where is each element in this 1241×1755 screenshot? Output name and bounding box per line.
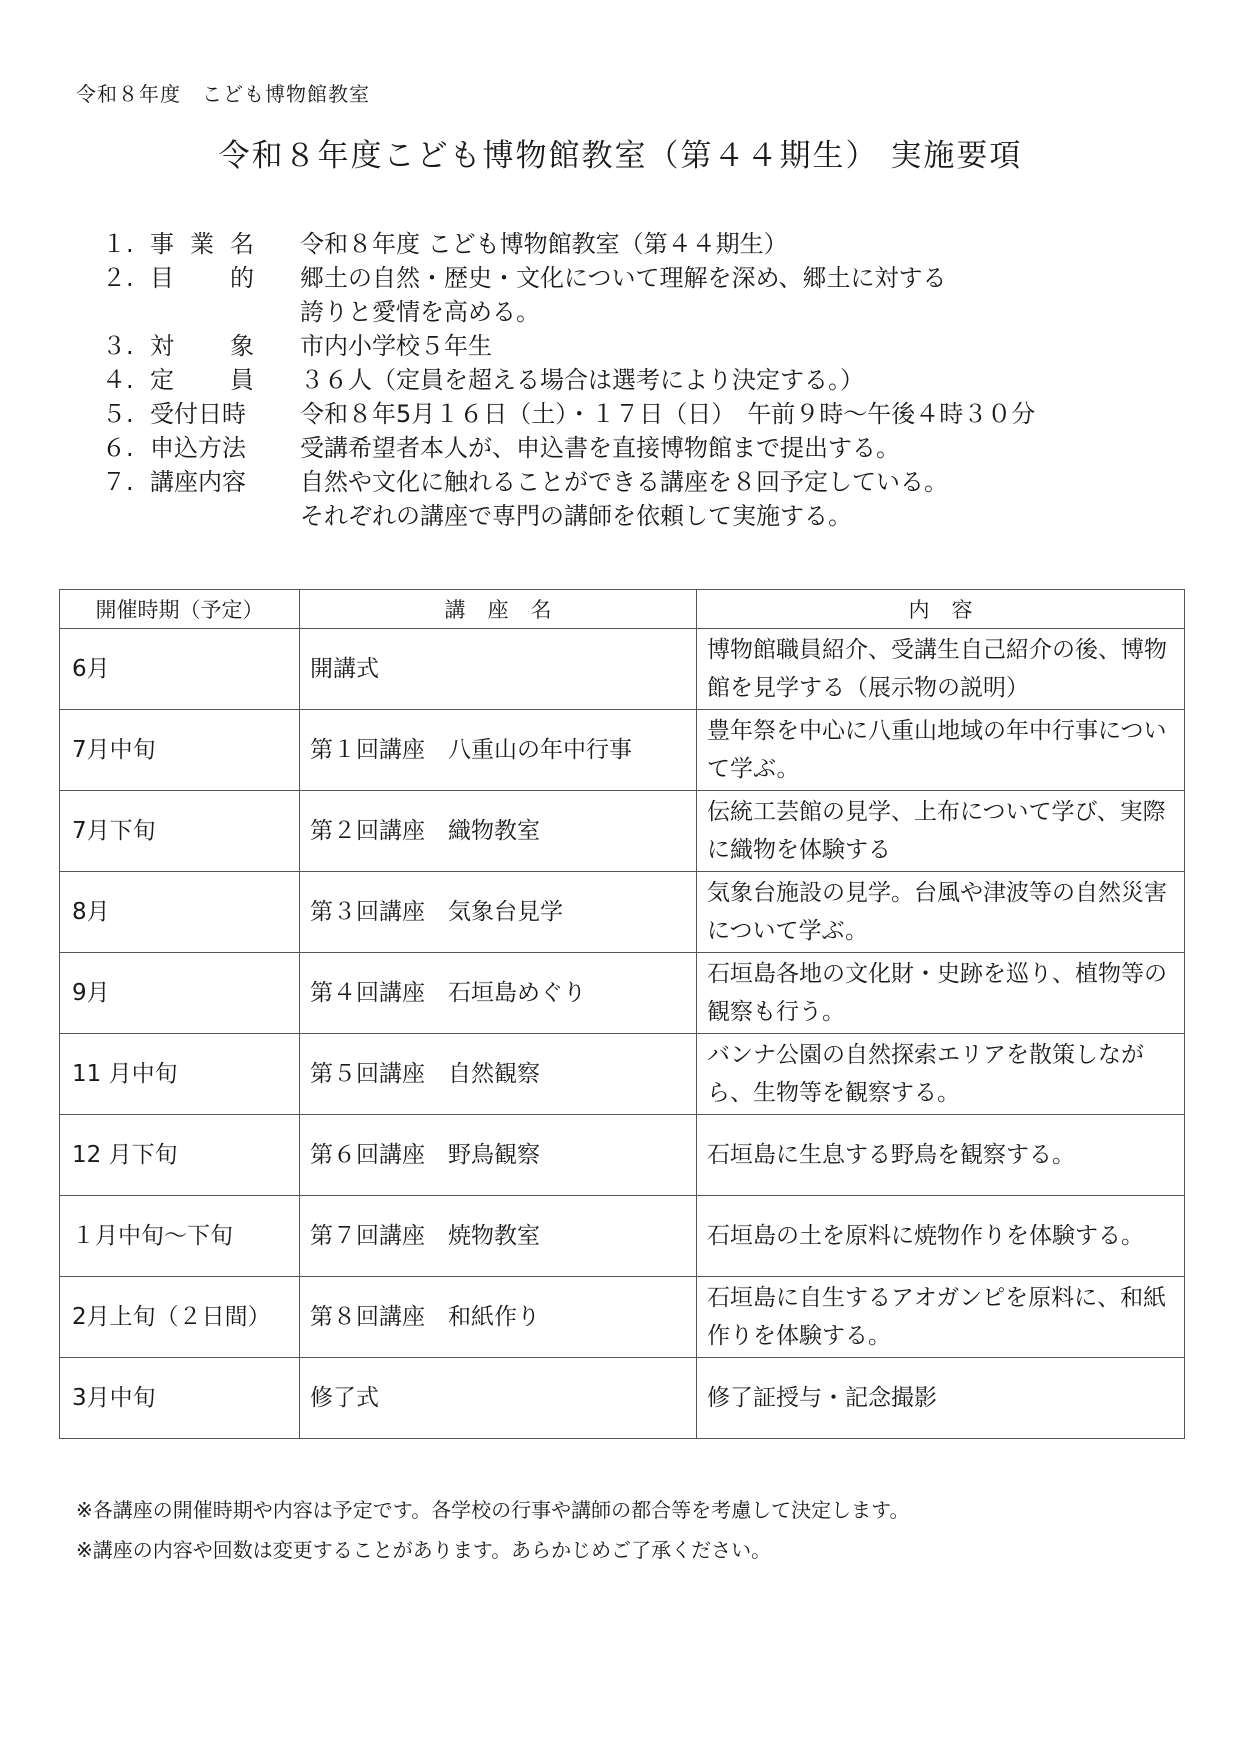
item-number: ５. — [102, 400, 134, 428]
period-cell: 7月中旬 — [60, 710, 300, 791]
item-content: 誇りと愛情を高める。 — [300, 298, 540, 326]
course-cell: 第６回講座 野鳥観察 — [300, 1115, 697, 1196]
content-cell: 豊年祭を中心に八重山地域の年中行事について学ぶ。 — [697, 710, 1185, 791]
table-row — [60, 872, 1185, 953]
content-cell: バンナ公園の自然探索エリアを散策しながら、生物等を観察する。 — [697, 1034, 1185, 1115]
table-row — [60, 1034, 1185, 1115]
content-cell: 修了証授与・記念撮影 — [697, 1358, 1185, 1439]
item-content: 自然や文化に触れることができる講座を８回予定している。 — [300, 468, 948, 496]
notes — [76, 1490, 910, 1570]
table-row — [60, 1196, 1185, 1277]
item-label: 目 的 — [150, 264, 254, 292]
course-cell: 第７回講座 焼物教室 — [300, 1196, 697, 1277]
item-number: ４. — [102, 366, 134, 394]
table-row — [60, 629, 1185, 710]
item-number: ２. — [102, 264, 134, 292]
content-cell: 石垣島の土を原料に焼物作りを体験する。 — [697, 1196, 1185, 1277]
schedule-table — [59, 589, 1185, 1439]
document-title: 令和８年度こども博物館教室（第４４期生） 実施要項 — [218, 138, 1023, 174]
column-header-course: 講座名 — [300, 590, 697, 629]
item-number: ３. — [102, 332, 134, 360]
item-number: ７. — [102, 468, 134, 496]
table-header-row — [60, 590, 1185, 629]
table-row — [60, 710, 1185, 791]
schedule-body — [60, 629, 1185, 1439]
item-content: 市内小学校５年生 — [300, 332, 492, 360]
period-cell: 9月 — [60, 953, 300, 1034]
course-cell: 第２回講座 織物教室 — [300, 791, 697, 872]
item-label: 受付日時 — [150, 400, 246, 428]
course-cell: 開講式 — [300, 629, 697, 710]
column-header-content: 内容 — [697, 590, 1185, 629]
item-label: 事 業 名 — [150, 230, 254, 258]
table-row — [60, 953, 1185, 1034]
note-line: ※講座の内容や回数は変更することがあります。あらかじめご了承ください。 — [76, 1538, 772, 1562]
table-row — [60, 1277, 1185, 1358]
item-number: ６. — [102, 434, 134, 462]
note-line: ※各講座の開催時期や内容は予定です。各学校の行事や講師の都合等を考慮して決定します。 — [76, 1498, 910, 1522]
period-cell: 8月 — [60, 872, 300, 953]
content-cell: 伝統工芸館の見学、上布について学び、実際に織物を体験する — [697, 791, 1185, 872]
item-content: それぞれの講座で専門の講師を依頼して実施する。 — [300, 502, 852, 530]
item-label: 申込方法 — [150, 434, 246, 462]
item-label: 定 員 — [150, 366, 254, 394]
period-cell: 6月 — [60, 629, 300, 710]
item-number: １. — [102, 230, 134, 258]
period-cell: 12 月下旬 — [60, 1115, 300, 1196]
course-cell: 第８回講座 和紙作り — [300, 1277, 697, 1358]
course-cell: 修了式 — [300, 1358, 697, 1439]
item-label: 対 象 — [150, 332, 254, 360]
period-cell: 2月上旬（２日間） — [60, 1277, 300, 1358]
item-content: 令和８年度 こども博物館教室（第４４期生） — [300, 230, 788, 258]
content-cell: 石垣島各地の文化財・史跡を巡り、植物等の観察も行う。 — [697, 953, 1185, 1034]
course-cell: 第４回講座 石垣島めぐり — [300, 953, 697, 1034]
item-content: 令和８年5月１６日（土）・１７日（日） 午前９時～午後４時３０分 — [300, 400, 1036, 428]
table-row — [60, 1358, 1185, 1439]
item-content: 郷土の自然・歴史・文化について理解を深め、郷土に対する — [300, 264, 947, 292]
content-cell: 博物館職員紹介、受講生自己紹介の後、博物館を見学する（展示物の説明） — [697, 629, 1185, 710]
course-cell: 第１回講座 八重山の年中行事 — [300, 710, 697, 791]
item-content: ３６人（定員を超える場合は選考により決定する。） — [300, 366, 864, 394]
column-header-period: 開催時期（予定） — [60, 590, 300, 629]
table-row — [60, 1115, 1185, 1196]
item-content: 受講希望者本人が、申込書を直接博物館まで提出する。 — [300, 434, 900, 462]
table-row — [60, 791, 1185, 872]
period-cell: 3月中旬 — [60, 1358, 300, 1439]
content-cell: 石垣島に自生するアオガンピを原料に、和紙作りを体験する。 — [697, 1277, 1185, 1358]
content-cell: 気象台施設の見学。台風や津波等の自然災害について学ぶ。 — [697, 872, 1185, 953]
header-note: 令和８年度 こども博物館教室 — [76, 82, 370, 106]
content-cell: 石垣島に生息する野鳥を観察する。 — [697, 1115, 1185, 1196]
item-label: 講座内容 — [150, 468, 246, 496]
course-cell: 第３回講座 気象台見学 — [300, 872, 697, 953]
period-cell: 7月下旬 — [60, 791, 300, 872]
period-cell: １月中旬～下旬 — [60, 1196, 300, 1277]
period-cell: 11 月中旬 — [60, 1034, 300, 1115]
course-cell: 第５回講座 自然観察 — [300, 1034, 697, 1115]
